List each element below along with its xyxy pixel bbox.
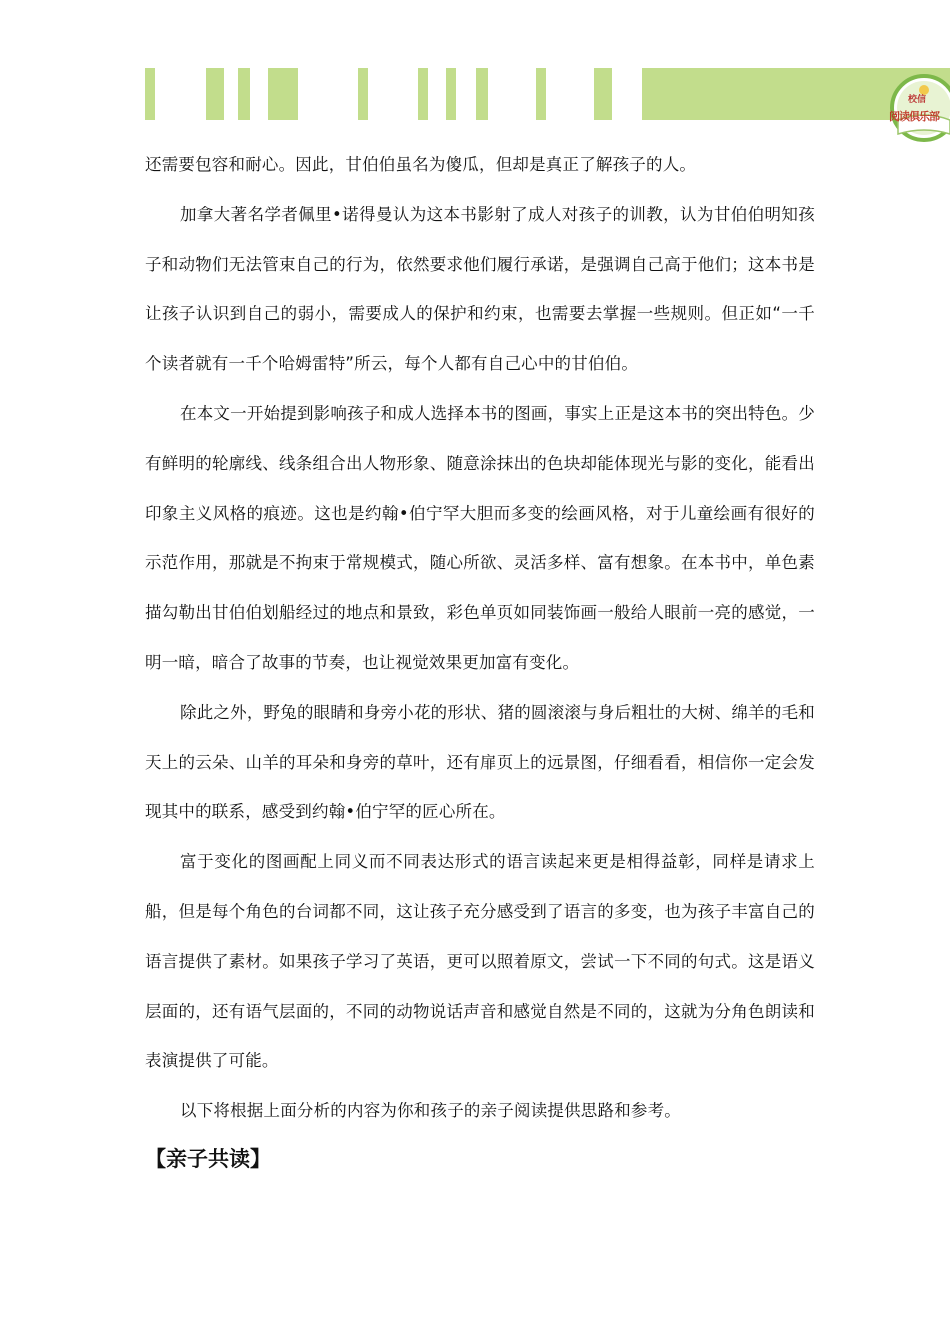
header-stripe — [238, 68, 250, 120]
header-bar — [0, 68, 950, 120]
paragraph: 除此之外，野兔的眼睛和身旁小花的形状、猪的圆滚滚与身后粗壮的大树、绵羊的毛和天上的云朵、山羊的耳朵和身旁的草叶，还有扉页上的远景图，仔细看看，相信你一定会发现其中的联系，感受到约翰•伯宁罕的匠心所在。 — [145, 702, 815, 822]
header-stripe — [268, 68, 298, 120]
header-stripe — [536, 68, 546, 120]
reading-club-logo — [884, 74, 950, 146]
header-stripe — [418, 68, 428, 120]
logo-label-top: 校信 — [908, 95, 927, 105]
section-heading: 【亲子共读】 — [145, 1146, 271, 1171]
paragraph: 富于变化的图画配上同义而不同表达形式的语言读起来更是相得益彰，同样是请求上船，但是每个角色的台词都不同，这让孩子充分感受到了语言的多变，也为孩子丰富自己的语言提供了素材。如果孩子学习了英语，更可以照着原文，尝试一下不同的句式。这是语义层面的，还有语气层面的，不同的动物说话声音和感觉自然是不同的，这就为分角色朗读和表演提供了可能。 — [145, 852, 815, 1071]
article-body — [145, 140, 815, 1176]
paragraph: 在本文一开始提到影响孩子和成人选择本书的图画，事实上正是这本书的突出特色。少有鲜明的轮廓线、线条组合出人物形象、随意涂抹出的色块却能体现光与影的变化，能看出印象主义风格的痕迹。这也是约翰•伯宁罕大胆而多变的绘画风格，对于儿童绘画有很好的示范作用，那就是不拘束于常规模式，随心所欲、灵活多样、富有想象。在本书中，单色素描勾勒出甘伯伯划船经过的地点和景致，彩色单页如同装饰画一般给人眼前一亮的感觉，一明一暗，暗合了故事的节奏，也让视觉效果更加富有变化。 — [145, 403, 815, 672]
paragraph: 还需要包容和耐心。因此，甘伯伯虽名为傻瓜，但却是真正了解孩子的人。 — [145, 155, 697, 174]
header-stripe — [206, 68, 224, 120]
paragraph: 加拿大著名学者佩里•诺得曼认为这本书影射了成人对孩子的训教，认为甘伯伯明知孩子和动物们无法管束自己的行为，依然要求他们履行承诺，是强调自己高于他们；这本书是让孩子认识到自己的弱小，需要成人的保护和约束，也需要去掌握一些规则。但正如“一千个读者就有一千个哈姆雷特”所云，每个人都有自己心中的甘伯伯。 — [145, 204, 815, 374]
header-stripe — [446, 68, 456, 120]
header-stripe — [145, 68, 155, 120]
logo-label-main: 阅读俱乐部 — [889, 110, 939, 123]
header-stripe — [358, 68, 368, 120]
paragraph: 以下将根据上面分析的内容为你和孩子的亲子阅读提供思路和参考。 — [180, 1101, 681, 1121]
header-stripe — [594, 68, 612, 120]
header-stripe — [476, 68, 488, 120]
